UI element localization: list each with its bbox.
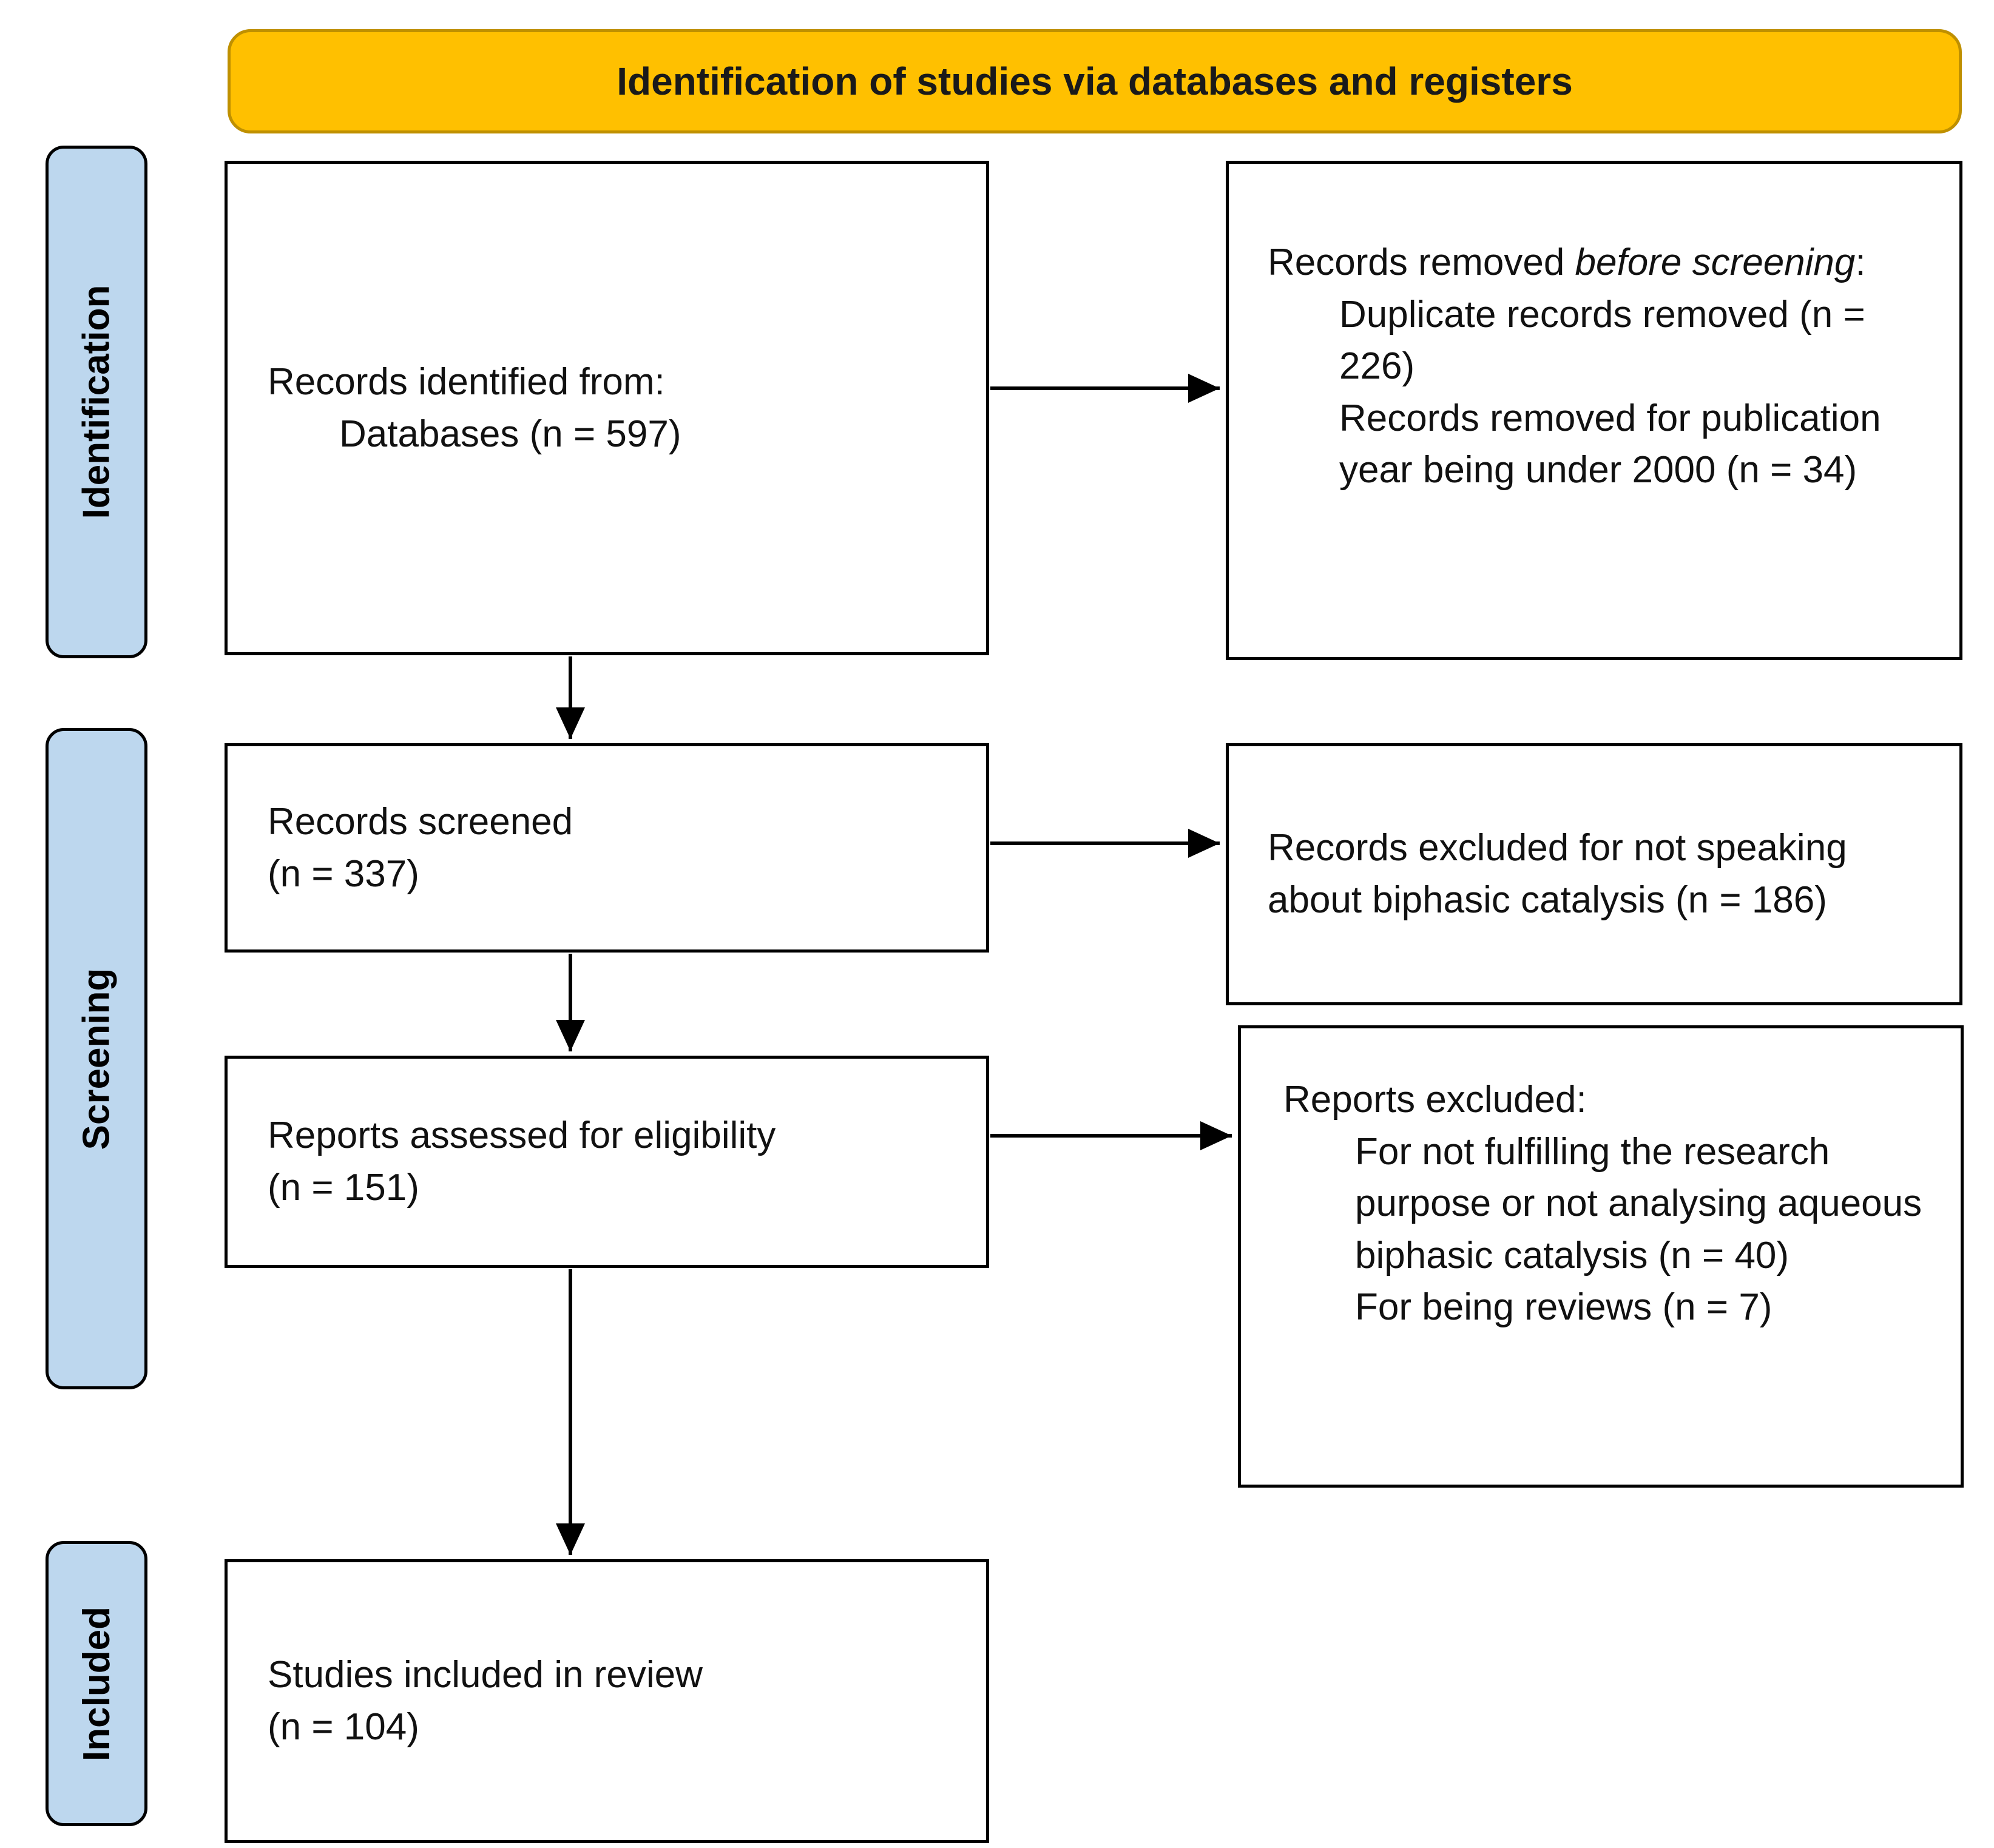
stage-label-text-identification: Identification bbox=[75, 285, 118, 519]
reports-excluded-intro: Reports excluded: bbox=[1283, 1079, 1587, 1121]
diagram-title-banner bbox=[228, 29, 1962, 133]
box-records-screened bbox=[225, 743, 989, 953]
box-reports-assessed bbox=[225, 1056, 989, 1268]
stage-label-identification bbox=[46, 146, 147, 658]
stage-label-screening bbox=[46, 728, 147, 1389]
records-screened-line1: Records screened bbox=[268, 800, 573, 843]
records-screened-line2: (n = 337) bbox=[268, 852, 419, 895]
records-removed-intro bbox=[1268, 237, 1911, 289]
records-removed-intro-italic: before screening bbox=[1575, 241, 1856, 283]
records-identified-line2: Databases (n = 597) bbox=[339, 413, 681, 455]
stage-label-included bbox=[46, 1541, 147, 1826]
box-studies-included bbox=[225, 1559, 989, 1843]
studies-included-text bbox=[268, 1649, 703, 1753]
records-removed-item-duplicates: Duplicate records removed (n = 226) bbox=[1339, 293, 1865, 388]
box-reports-excluded bbox=[1238, 1025, 1964, 1488]
records-removed-item-year: Records removed for publication year being under 2000 (n = 34) bbox=[1339, 397, 1881, 491]
box-records-removed-before-screening bbox=[1226, 161, 1962, 660]
reports-assessed-text bbox=[268, 1110, 776, 1213]
reports-assessed-line2: (n = 151) bbox=[268, 1167, 419, 1209]
box-records-identified bbox=[225, 161, 989, 655]
records-excluded-text: Records excluded for not speaking about biphasic catalysis (n = 186) bbox=[1268, 827, 1847, 921]
stage-label-text-screening: Screening bbox=[75, 968, 118, 1150]
reports-excluded-item-purpose: For not fulfilling the research purpose or not analysing aqueous biphasic catalysis (n = 40) bbox=[1355, 1130, 1922, 1276]
records-identified-text bbox=[268, 356, 681, 460]
reports-assessed-line1: Reports assessed for eligibility bbox=[268, 1115, 776, 1157]
box-records-excluded bbox=[1226, 743, 1962, 1005]
diagram-title: Identification of studies via databases and registers bbox=[617, 59, 1573, 103]
records-removed-intro-colon: : bbox=[1855, 241, 1866, 283]
studies-included-line2: (n = 104) bbox=[268, 1706, 419, 1748]
records-screened-text bbox=[268, 796, 573, 900]
records-removed-intro-plain: Records removed bbox=[1268, 241, 1575, 283]
stage-label-text-included: Included bbox=[75, 1606, 118, 1761]
records-identified-line1: Records identified from: bbox=[268, 360, 665, 403]
studies-included-line1: Studies included in review bbox=[268, 1654, 703, 1696]
reports-excluded-item-reviews: For being reviews (n = 7) bbox=[1355, 1286, 1773, 1329]
